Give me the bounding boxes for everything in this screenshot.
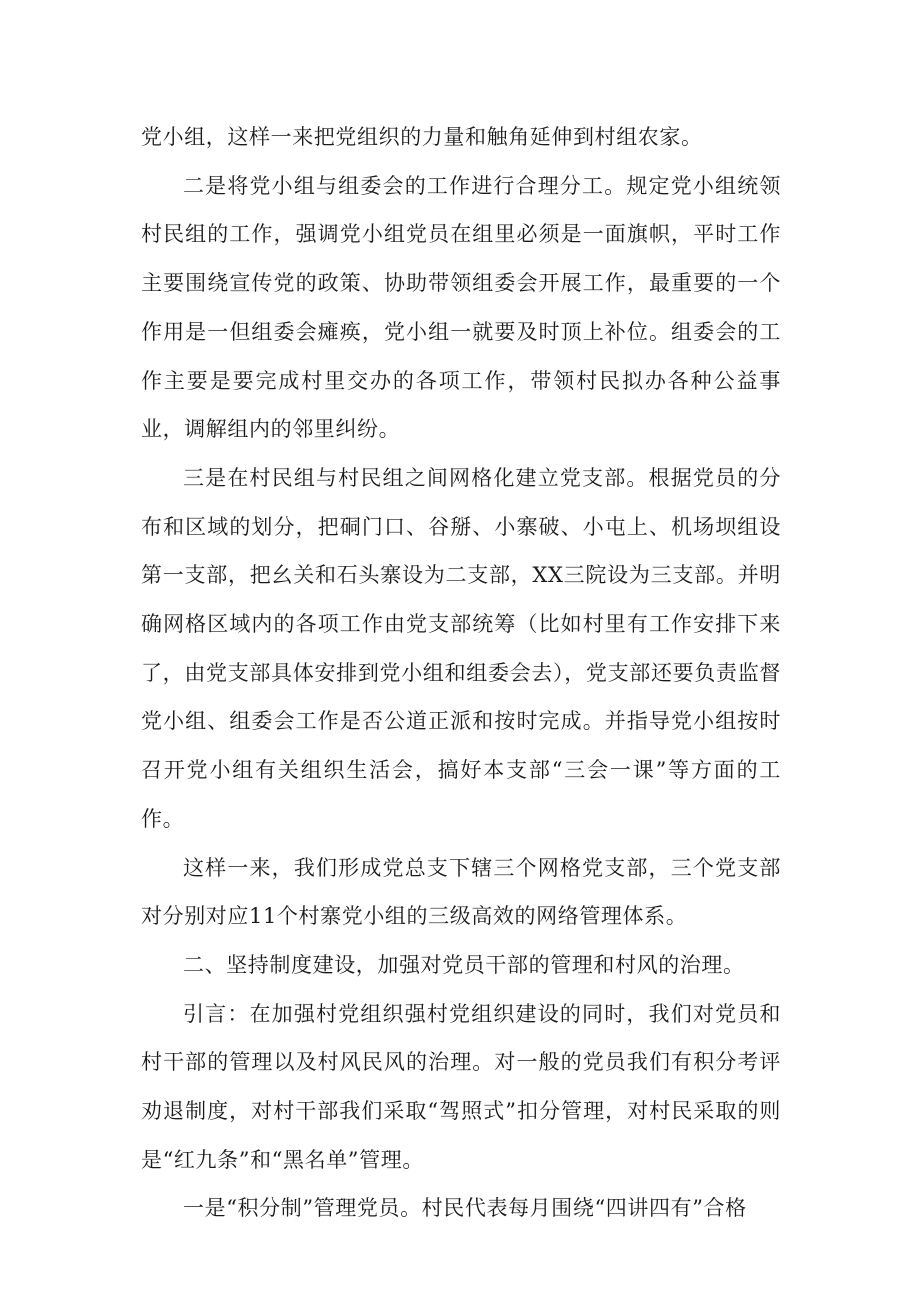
paragraph-point-one: 一是“积分制”管理党员。村民代表每月围绕“四讲四有”合格 (183, 1196, 747, 1221)
document-body (141, 113, 781, 1233)
paragraph-introduction: 引言：在加强村党组织强村党组织建设的同时，我们对党员和村干部的管理以及村风民风的治理。对一般的党员我们有积分考评劝退制度，对村干部我们采取“驾照式”扣分管理，对村民采取的则是“红九条”和“黑名单”管理。 (141, 1001, 781, 1172)
section-heading-two: 二、坚持制度建设，加强对党员干部的管理和村风的治理。 (183, 952, 745, 977)
paragraph-point-three: 三是在村民组与村民组之间网格化建立党支部。根据党员的分布和区域的划分，把硐门口、谷掰、小寨破、小屯上、机场坝组设第一支部，把幺关和石头寨设为二支部，XX三院设为三支部。并明确网格区域内的各项工作由党支部统筹（比如村里有工作安排下来了，由党支部具体安排到党小组和组委会去），党支部还要负责监督党小组、组委会工作是否公道正派和按时完成。并指导党小组按时召开党小组有关组织生活会，搞好本支部“三会一课”等方面的工作。 (141, 465, 781, 831)
paragraph-summary: 这样一来，我们形成党总支下辖三个网格党支部，三个党支部对分别对应11个村寨党小组的三级高效的网络管理体系。 (141, 855, 781, 929)
paragraph-point-two: 二是将党小组与组委会的工作进行合理分工。规定党小组统领村民组的工作，强调党小组党员在组里必须是一面旗帜，平时工作主要围绕宣传党的政策、协助带领组委会开展工作，最重要的一个作用是一但组委会瘫痪，党小组一就要及时顶上补位。组委会的工作主要是要完成村里交办的各项工作，带领村民拟办各种公益事业，调解组内的邻里纠纷。 (141, 173, 781, 442)
paragraph-continuation: 党小组，这样一来把党组织的力量和触角延伸到村组农家。 (141, 125, 703, 149)
